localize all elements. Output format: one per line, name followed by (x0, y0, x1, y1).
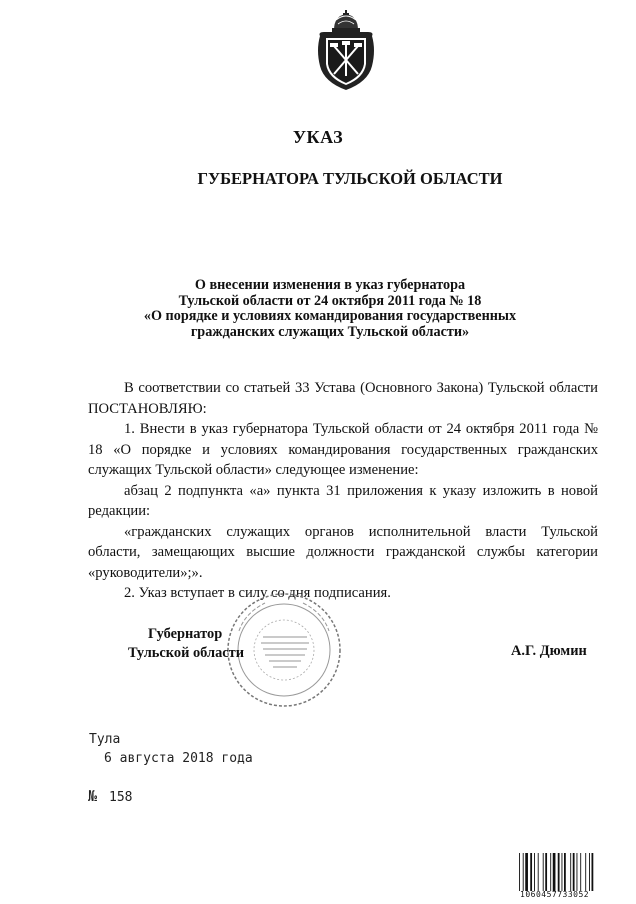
barcode-bar (592, 853, 594, 891)
signatory-title-line: Губернатор (148, 626, 223, 642)
barcode-bar (553, 853, 556, 891)
barcode-bar (580, 853, 581, 891)
subject-line: Тульской области от 24 октября 2011 года № 18 (178, 292, 482, 309)
barcode-bar (564, 853, 566, 891)
barcode-bar (573, 853, 575, 891)
barcode-bar (523, 853, 524, 891)
document-type-title: УКАЗ (292, 127, 344, 147)
barcode-bar (589, 853, 590, 891)
barcode-icon (518, 852, 618, 894)
body-paragraph-amendment-text: «гражданских служащих органов исполнительной власти Тульской области, замещающих высшие должности гражданской службы категории «руководители»;». (88, 523, 598, 581)
body-paragraph-item-1: 1. Внести в указ губернатора Тульской области от 24 октября 2011 года № 18 «О порядке и условиях командирования государственных гражданских служащих Тульской области» следующее изменение: (88, 421, 598, 478)
issue-date: 6 августа 2018 года (104, 751, 253, 766)
signatory-title (128, 625, 244, 663)
document-subject (110, 278, 550, 340)
barcode-bar (534, 853, 535, 891)
barcode-bar (562, 853, 563, 891)
coat-of-arms-icon (314, 10, 378, 92)
issue-place: Тула (89, 732, 121, 747)
barcode-bar (530, 853, 532, 891)
subject-line: О внесении изменения в указ губернатора (194, 277, 466, 293)
signatory-name: А.Г. Дюмин (511, 643, 587, 659)
barcode-bar (585, 853, 586, 891)
barcode-bar (577, 853, 578, 891)
body-paragraph-item-2: 2. Указ вступает в силу со дня подписания. (124, 585, 391, 601)
body-paragraph-preamble: В соответствии со статьей 33 Устава (Основного Закона) Тульской области ПОСТАНОВЛЯЮ: (88, 380, 598, 417)
barcode-bar (545, 853, 547, 891)
number-sign: № (88, 787, 98, 805)
barcode-digits: 1060457733052 (520, 890, 590, 899)
signatory-title-line: Тульской области (128, 645, 245, 661)
subject-line: «О порядке и условиях командирования государственных (143, 308, 517, 324)
barcode-bar (550, 853, 551, 891)
barcode-bar (543, 853, 544, 891)
number-value: 158 (109, 790, 133, 805)
body-paragraph-amendment-intro: абзац 2 подпункта «а» пункта 31 приложения к указу изложить в новой редакции: (88, 482, 598, 519)
document-body (88, 378, 598, 604)
barcode-bar (538, 853, 539, 891)
barcode-bar (570, 853, 571, 891)
barcode-bar (519, 853, 520, 891)
document-number (88, 787, 133, 805)
issuer-title: ГУБЕРНАТОРА ТУЛЬСКОЙ ОБЛАСТИ (197, 169, 503, 188)
barcode-bar (558, 853, 560, 891)
subject-line: гражданских служащих Тульской области» (190, 323, 470, 340)
barcode-bar (525, 853, 528, 891)
